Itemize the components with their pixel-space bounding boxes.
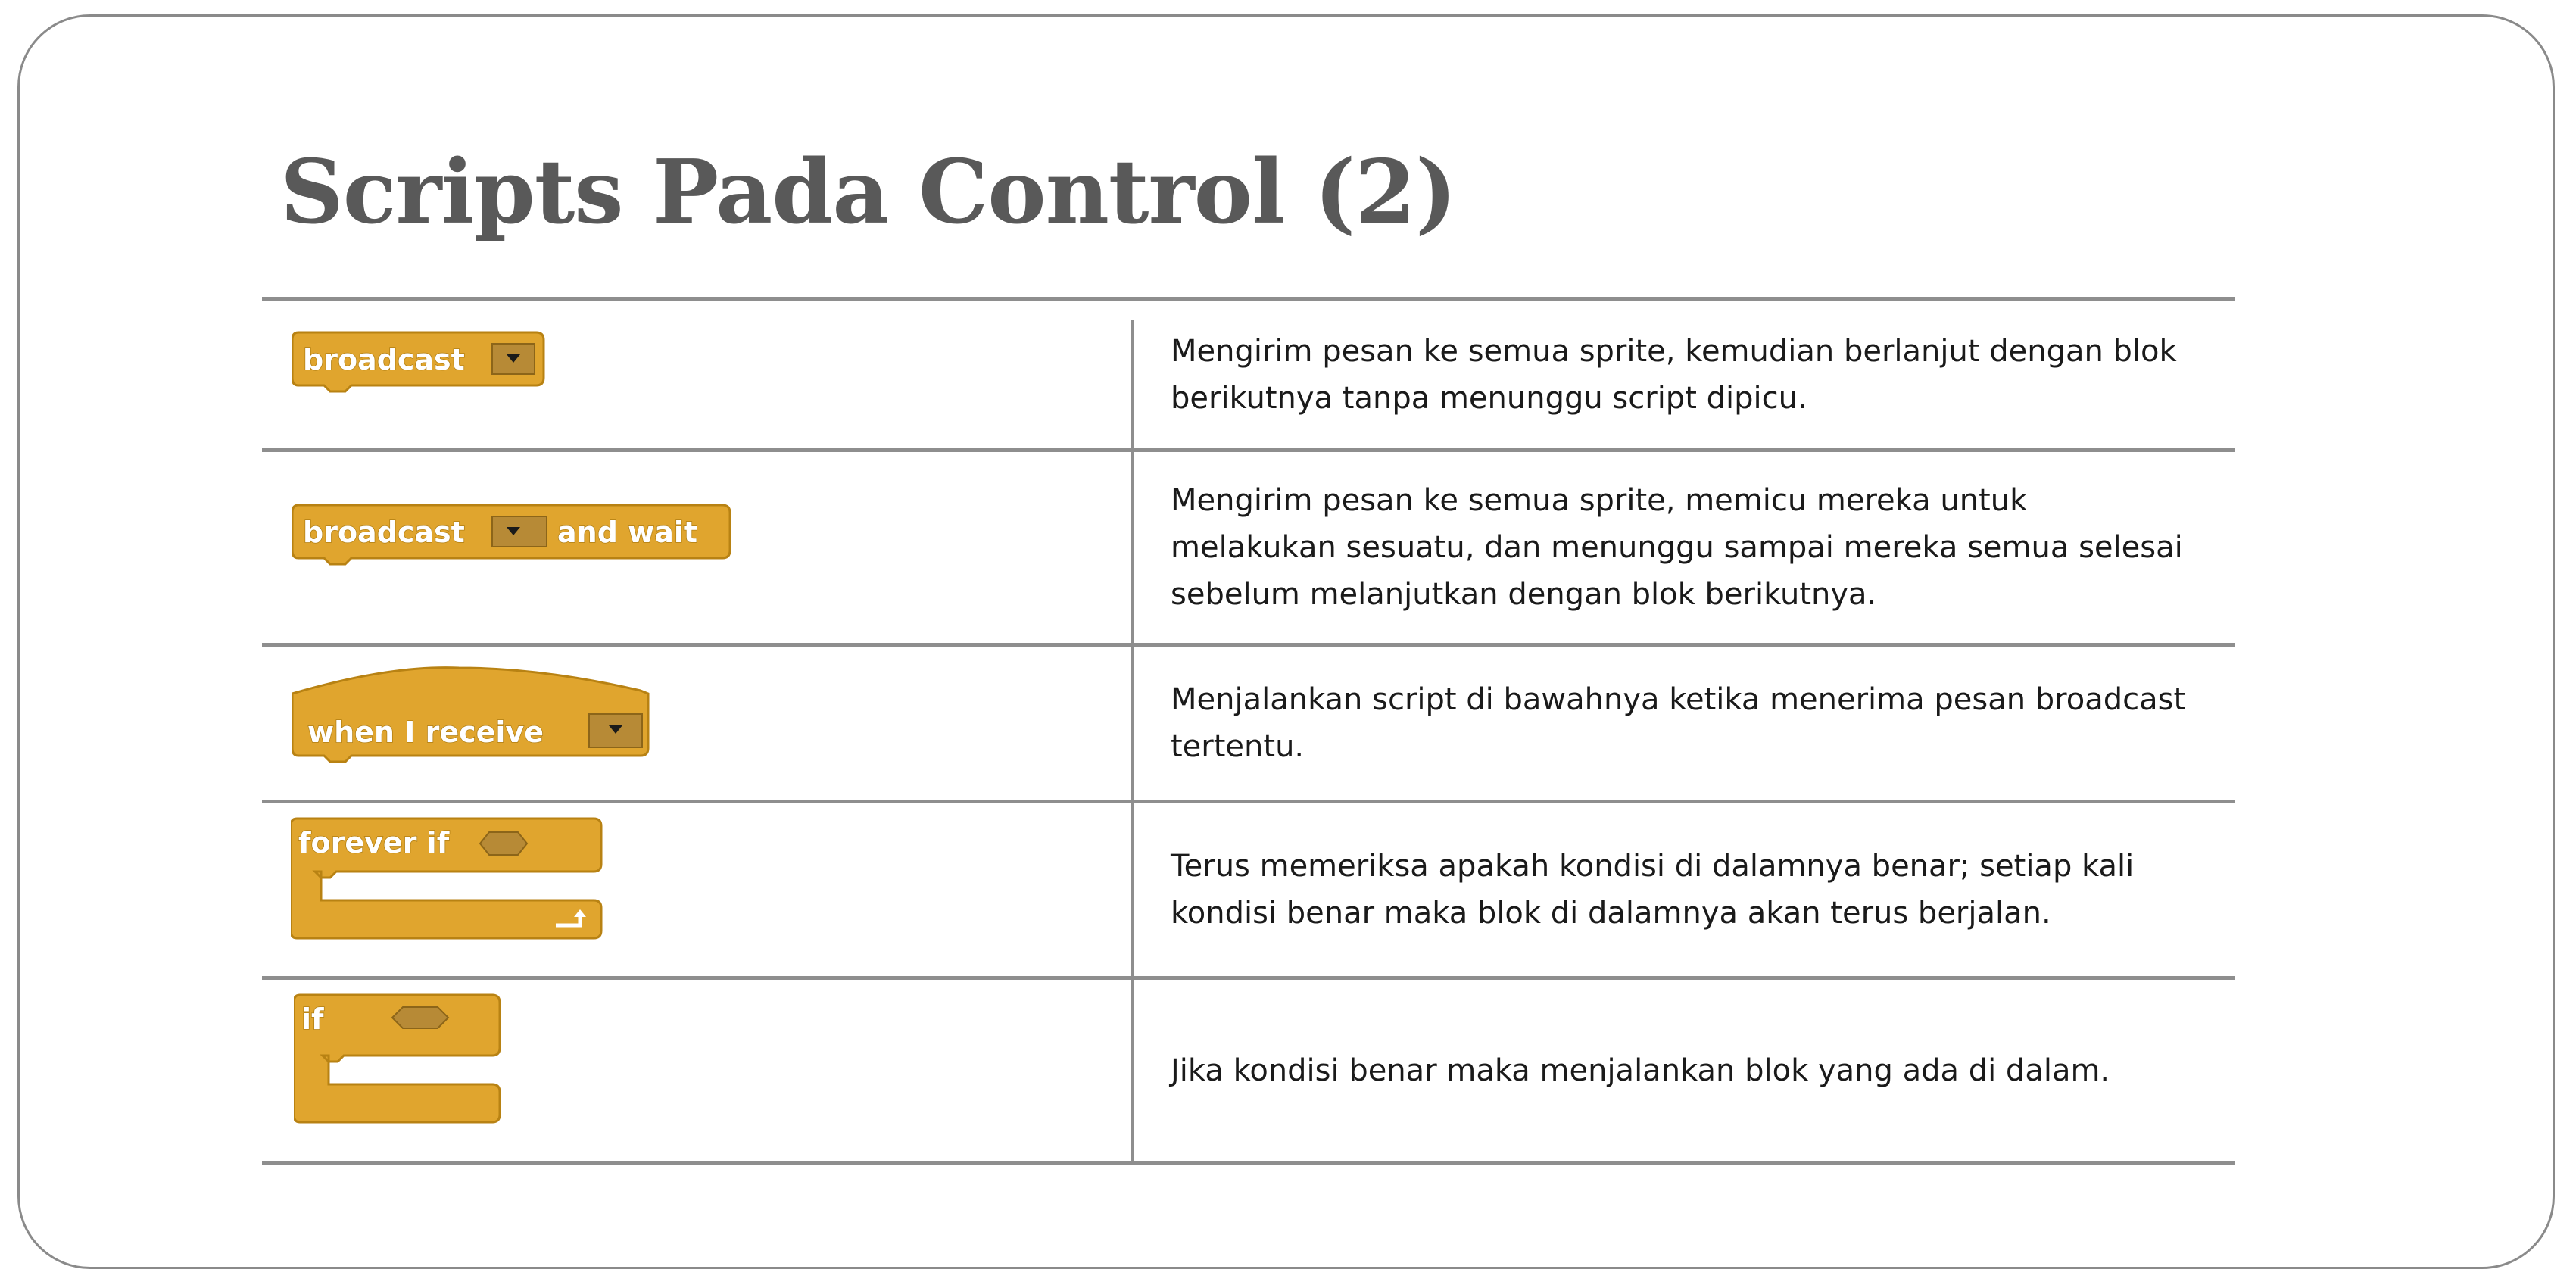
broadcast-block[interactable] bbox=[292, 331, 580, 414]
table-row bbox=[262, 980, 2235, 1161]
block-label: if bbox=[301, 1003, 324, 1036]
block-label: forever if bbox=[298, 826, 450, 859]
block-cell bbox=[262, 647, 1131, 800]
block-cell bbox=[262, 301, 1131, 448]
block-label-suffix: and wait bbox=[557, 516, 698, 549]
table-row bbox=[262, 301, 2235, 448]
dropdown-arrow-icon[interactable] bbox=[492, 516, 547, 547]
broadcast-and-wait-block[interactable] bbox=[292, 504, 747, 587]
block-label: broadcast bbox=[303, 516, 465, 549]
page-title: Scripts Pada Control (2) bbox=[280, 141, 1456, 244]
when-i-receive-block[interactable] bbox=[292, 657, 701, 786]
block-label: broadcast bbox=[303, 343, 465, 376]
dropdown-arrow-icon[interactable] bbox=[492, 344, 535, 374]
condition-slot[interactable] bbox=[392, 1007, 448, 1028]
block-cell bbox=[262, 803, 1131, 976]
table-row bbox=[262, 803, 2235, 976]
control-scripts-table bbox=[262, 297, 2235, 1165]
dropdown-arrow-icon[interactable] bbox=[589, 714, 642, 747]
block-description: Menjalankan script di bawahnya ketika menerima pesan broadcast tertentu. bbox=[1171, 682, 2186, 764]
block-cell bbox=[262, 980, 1131, 1161]
table-row bbox=[262, 452, 2235, 643]
if-block[interactable] bbox=[294, 993, 521, 1145]
table-rule-bottom bbox=[262, 1161, 2235, 1165]
block-description: Jika kondisi benar maka menjalankan blok yang ada di dalam. bbox=[1171, 1053, 2110, 1088]
block-description: Terus memeriksa apakah kondisi di dalamnya benar; setiap kali kondisi benar maka blok di dalamnya akan terus berjalan. bbox=[1171, 849, 2135, 931]
table-row bbox=[262, 647, 2235, 800]
block-description: Mengirim pesan ke semua sprite, memicu mereka untuk melakukan sesuatu, dan menunggu sampai mereka semua selesai sebelum melanjutkan dengan blok berikutnya. bbox=[1171, 483, 2183, 612]
condition-slot[interactable] bbox=[480, 832, 527, 855]
block-description: Mengirim pesan ke semua sprite, kemudian berlanjut dengan blok berikutnya tanpa menunggu script dipicu. bbox=[1171, 333, 2177, 416]
forever-if-block[interactable] bbox=[291, 817, 616, 961]
block-label: when I receive bbox=[307, 716, 544, 749]
block-cell bbox=[262, 452, 1131, 643]
